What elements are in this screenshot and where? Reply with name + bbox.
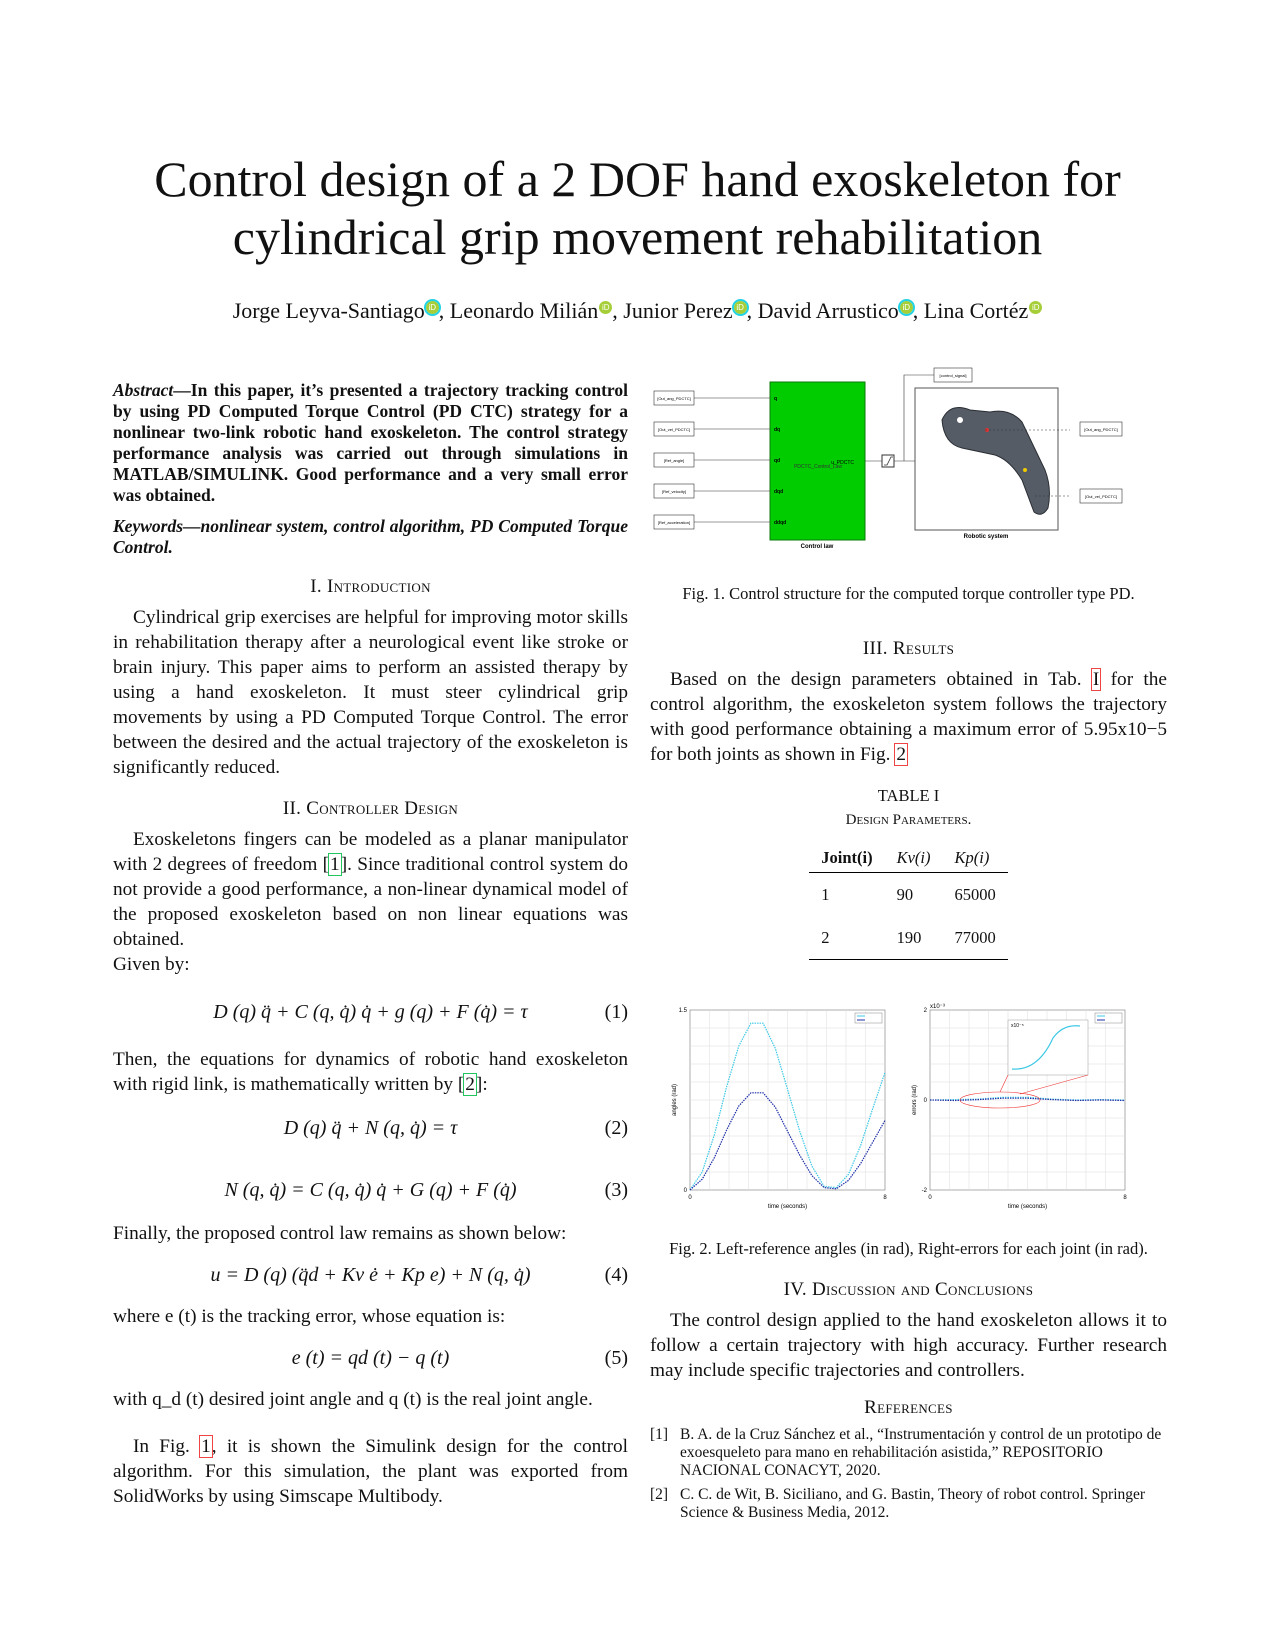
table-row (809, 873, 1008, 917)
author: Jorge Leyva-Santiago (232, 298, 425, 323)
table-link[interactable]: I (1092, 669, 1100, 690)
table-header: Kv(i) (885, 843, 943, 873)
y-tick-label: 2 (923, 1008, 927, 1014)
axis-exponent: x10⁻³ (930, 1004, 945, 1010)
equation-5 (113, 1329, 628, 1387)
table-cell: 2 (809, 916, 884, 960)
equation-body: e (t) = qd (t) − q (t) (291, 1346, 450, 1369)
input-tags (654, 391, 786, 529)
reference-text: B. A. de la Cruz Sánchez et al., “Instrumentación y control de un prototipo de exoesqueleto para mano en rehabilitación asistida,” REPOSITORIO NACIONAL CONACYT, 2020. (680, 1426, 1162, 1479)
citation-link[interactable]: 2 (465, 1074, 475, 1095)
equation-body: u = D (q) (q̈d + Kv ė + Kp e) + N (q, q̇) (210, 1263, 531, 1286)
y-tick-label: 0 (683, 1188, 687, 1194)
section-title: Introduction (326, 576, 431, 597)
table-header: Kp(i) (943, 843, 1008, 873)
table-header: Joint(i) (809, 843, 884, 873)
table-cell: 90 (896, 885, 914, 904)
section-number: IV. (783, 1279, 807, 1300)
control-signal-tag: [control_signal] (939, 373, 967, 378)
legend-box (855, 1013, 882, 1023)
reference-text: C. C. de Wit, B. Siciliano, and G. Bastin, Theory of robot control. Springer Science & Business Media, 2012. (680, 1486, 1146, 1521)
intro-paragraph: Cylindrical grip exercises are helpful for improving motor skills in rehabilitation therapy after a neurological event like stroke or brain injury. This paper aims to perform an assisted therapy by using a hand exoskeleton. It must steer cylindrical grip movements by using a PD Computed Torque Control. The error between the desired and the actual trajectory of the exoskeleton is significantly reduced. (113, 607, 628, 778)
section-title: Results (892, 638, 955, 659)
input-port-label: dqd (774, 489, 784, 495)
tracking-error-text: where e (t) is the tracking error, whose equation is: (113, 1306, 506, 1327)
block-output-port: u_PDCTC (831, 460, 854, 466)
x-axis-label: time (seconds) (1007, 1204, 1048, 1210)
section-number: II. (282, 798, 302, 819)
x-tick-label: 0 (928, 1195, 932, 1201)
reference-number: [1] (650, 1426, 669, 1443)
abstract-label: Abstract (113, 380, 174, 400)
input-tag-label: [Ref_acceleration] (657, 520, 691, 525)
author: David Arrustico (757, 298, 899, 323)
section-heading-intro (113, 574, 628, 599)
left-column (113, 380, 628, 1509)
output-tag-label: [Out_vel_PDCTC] (1084, 494, 1118, 499)
input-port-label: ddqd (774, 520, 787, 526)
table-subtitle: Design Parameters. (845, 812, 972, 828)
equation-3 (113, 1159, 628, 1221)
right-column (650, 373, 1167, 1528)
input-tag-label: [Ref_angle] (663, 458, 685, 463)
figure-link[interactable]: 2 (896, 744, 906, 765)
figure-link[interactable]: 1 (201, 1436, 211, 1457)
y-tick-label: 0 (923, 1098, 927, 1104)
x-tick-label: 0 (688, 1195, 692, 1201)
y-tick-label: 1.5 (678, 1008, 687, 1014)
table-cell: 65000 (954, 885, 996, 904)
section-heading-controller (113, 796, 628, 821)
equation-number: (4) (604, 1263, 628, 1286)
text-span: Based on the design parameters obtained in Tab. (670, 669, 1092, 690)
references-heading (650, 1395, 1167, 1420)
author: Leonardo Milián (449, 298, 599, 323)
table-cell: 1 (821, 885, 830, 904)
section-heading-results (650, 636, 1167, 661)
text-span: Exoskeletons fingers can be modeled as a planar manipulator with 2 degrees of freedom [ (113, 829, 628, 875)
section-title: Controller Design (306, 798, 459, 819)
table-row (809, 916, 1008, 960)
section-number: I. (310, 576, 322, 597)
y-tick-label: -2 (921, 1188, 927, 1194)
text-span: In Fig. (133, 1436, 201, 1457)
legend-box (1095, 1013, 1122, 1023)
reference-item (650, 1426, 1167, 1480)
y-axis-label: errors (rad) (912, 1084, 918, 1116)
control-law-label: Control law (800, 544, 834, 550)
text-span: ]. Since traditional control system do not provide a good performance, a non-linear dynamical model of the proposed exoskeleton based on non linear equations was obtained. (113, 854, 628, 950)
output-tag-label: [Out_ang_PDCTC] (1084, 427, 1118, 432)
control-law-intro: Finally, the proposed control law remains as shown below: (113, 1223, 567, 1244)
equation-2 (113, 1097, 628, 1159)
paper-title: Control design of a 2 DOF hand exoskeleton for cylindrical grip movement rehabilitation (154, 151, 1121, 265)
equation-4 (113, 1246, 628, 1304)
equation-body: D (q) q̈ + N (q, q̇) = τ (283, 1116, 458, 1139)
keywords-text: —nonlinear system, control algorithm, PD Computed Torque Control. (113, 516, 628, 557)
input-tag-label: [Out_ang_PDCTC] (657, 396, 691, 401)
orcid-icon[interactable]: iD (426, 301, 439, 314)
text-span: for the control algorithm, the exoskeleton system follows the trajectory with good performance obtaining a maximum error of 5.95x10−5 for both joints as shown in Fig. (650, 669, 1167, 765)
section-title: Discussion and Conclusions (811, 1279, 1034, 1300)
author-list: Jorge Leyva-Santiago iD , Leonardo Milián iD , Junior Perez iD , David Arrustico iD , Lina Cortéz iD (60, 298, 1215, 324)
equation-body: D (q) q̈ + C (q, q̇) q̇ + g (q) + F (q̇) = τ (213, 1000, 528, 1023)
block-name: PDCTC_Control_Law (793, 464, 843, 470)
reference-item (650, 1486, 1167, 1522)
table-cell: 77000 (943, 916, 1008, 960)
section-heading-discussion (650, 1277, 1167, 1302)
equation-number: (1) (604, 1000, 628, 1023)
orcid-icon[interactable]: iD (599, 301, 612, 314)
section-number: III. (862, 638, 888, 659)
author: Lina Cortéz (923, 298, 1029, 323)
abstract (113, 380, 628, 506)
joint-marker (957, 417, 963, 423)
x-tick-label: 8 (1123, 1195, 1127, 1201)
inset-exponent: x10⁻⁵ (1011, 1023, 1024, 1029)
given-by-text: Given by: (113, 954, 190, 975)
robotic-system-label: Robotic system (963, 534, 1009, 540)
results-paragraph (650, 667, 1167, 767)
equation-1 (113, 977, 628, 1047)
orcid-icon[interactable]: iD (900, 301, 913, 314)
equation-body: N (q, q̇) = C (q, q̇) q̇ + G (q) + F (q̇) (224, 1178, 517, 1201)
orcid-icon[interactable]: iD (734, 301, 747, 314)
orcid-icon[interactable]: iD (1029, 301, 1042, 314)
controller-paragraph (113, 827, 628, 952)
joint-marker (1023, 468, 1027, 472)
input-port-label: qd (774, 458, 781, 464)
figure-1-caption: Fig. 1. Control structure for the computed torque controller type PD. (682, 584, 1135, 603)
abstract-text: —In this paper, it’s presented a trajectory tracking control by using PD Computed Torque Control (PD CTC) strategy for a nonlinear two-link robotic hand exoskeleton. The control strategy performance analysis was carried out through simulations in MATLAB/SIMULINK. Good performance and a very small error was obtained. (113, 380, 628, 505)
equation-number: (3) (604, 1178, 628, 1201)
figure-1-diagram (650, 373, 1167, 560)
x-tick-label: 8 (883, 1195, 887, 1201)
keywords (113, 516, 628, 558)
discussion-paragraph: The control design applied to the hand exoskeleton allows it to follow a certain trajectory with high accuracy. Further research may include specific trajectories and controllers. (650, 1310, 1167, 1381)
x-axis-label: time (seconds) (767, 1204, 808, 1210)
text-span: ]: (475, 1074, 488, 1095)
reference-list (650, 1426, 1167, 1522)
text-span: , it is shown the Simulink design for the control algorithm. For this simulation, the plant was exported from SolidWorks by using Simscape Multibody. (113, 1436, 628, 1507)
figure-2-caption: Fig. 2. Left-reference angles (in rad), Right-errors for each joint (in rad). (669, 1239, 1148, 1258)
input-tag-label: [Out_vel_PDCTC] (657, 427, 691, 432)
keywords-label: Keywords (113, 516, 183, 536)
simulink-paragraph (113, 1434, 628, 1509)
input-port-label: dq (774, 427, 781, 433)
text-span: Then, the equations for dynamics of robotic hand exoskeleton with rigid link, is mathematically written by [ (113, 1049, 628, 1095)
section-title: References (864, 1397, 953, 1418)
controller-paragraph-2 (113, 1047, 628, 1097)
input-tag-label: [Ref_velocity] (661, 489, 687, 494)
figure-2-plots (650, 1000, 1167, 1215)
author: Junior Perez (623, 298, 733, 323)
table-title: TABLE I (877, 786, 940, 805)
equation-number: (5) (604, 1346, 628, 1369)
reference-number: [2] (650, 1486, 669, 1503)
y-axis-label: angles (rad) (672, 1083, 678, 1117)
equation-number: (2) (604, 1116, 628, 1139)
design-parameters-table (809, 843, 1008, 960)
joint-angle-text: with q_d (t) desired joint angle and q (t) is the real joint angle. (113, 1389, 593, 1410)
table-cell: 190 (885, 916, 943, 960)
input-port-label: q (774, 396, 778, 402)
citation-link[interactable]: 1 (330, 854, 340, 875)
